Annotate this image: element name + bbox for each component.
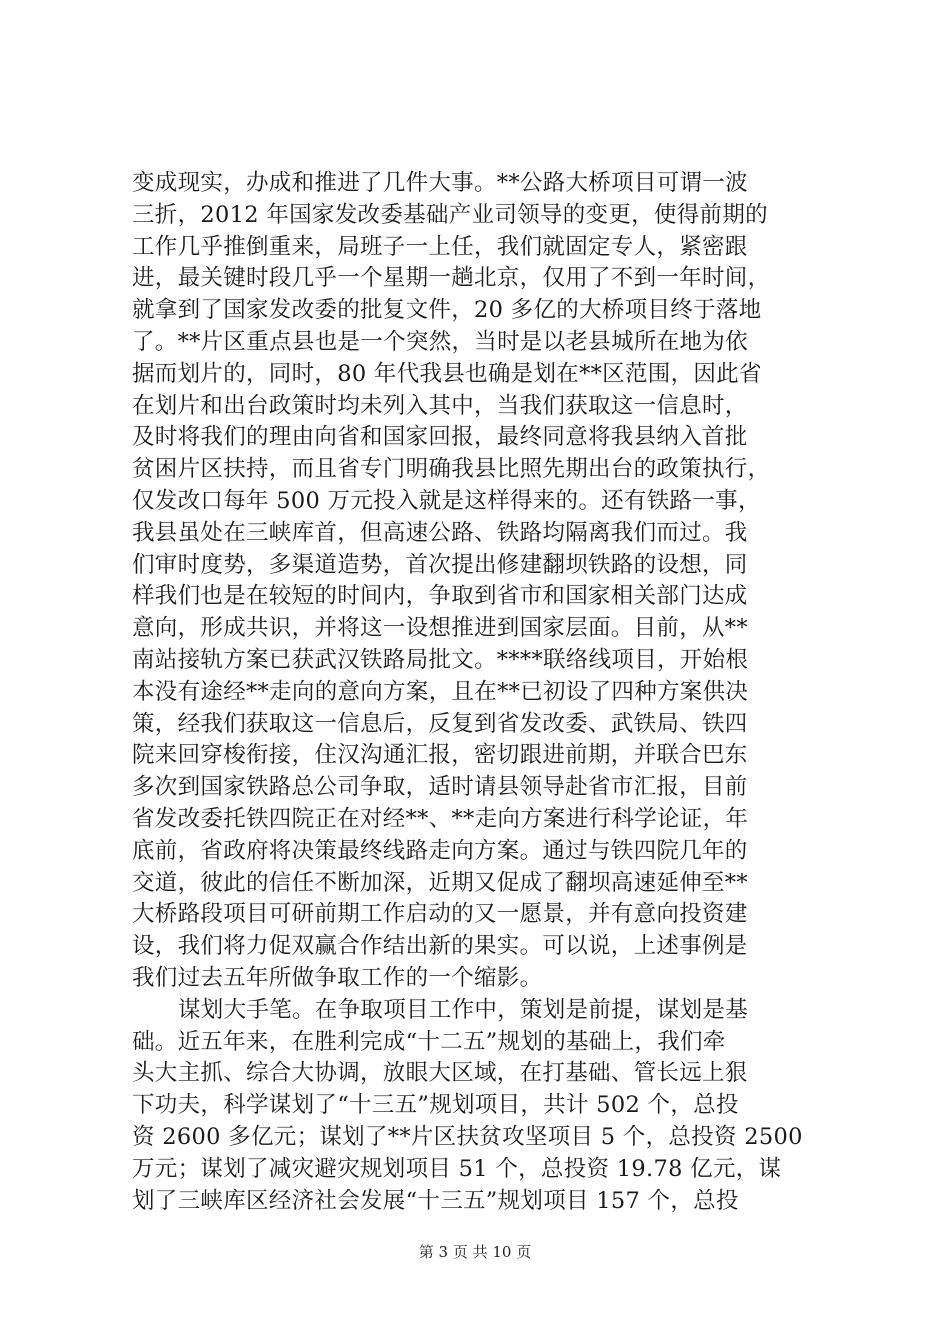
text-line: 设，我们将力促双赢合作结出新的果实。可以说，上述事例是 <box>132 933 748 960</box>
page-footer: 第 3 页 共 10 页 <box>418 1243 532 1261</box>
text-line: 资 2600 多亿元；谋划了**片区扶贫攻坚项目 5 个，总投资 2500 <box>132 1123 803 1150</box>
text-line: 万元；谋划了减灾避灾规划项目 51 个，总投资 19.78 亿元，谋 <box>132 1155 782 1182</box>
text-line: 头大主抓、综合大协调，放眼大区域，在打基础、管长远上狠 <box>132 1060 748 1087</box>
text-line: 据而划片的，同时，80 年代我县也确是划在**区范围，因此省 <box>132 360 762 387</box>
text-line: 本没有途经**走向的意向方案，且在**已初设了四种方案供决 <box>132 678 749 705</box>
text-line: 贫困片区扶持，而且省专门明确我县比照先期出台的政策执行， <box>132 456 771 483</box>
text-line: 省发改委托铁四院正在对经**、**走向方案进行科学论证，年 <box>132 805 749 832</box>
text-line: 南站接轨方案已获武汉铁路局批文。****联络线项目，开始根 <box>132 646 749 673</box>
text-line: 策，经我们获取这一信息后，反复到省发改委、武铁局、铁四 <box>132 710 748 737</box>
text-line: 了。**片区重点县也是一个突然，当时是以老县城所在地为依 <box>132 328 748 355</box>
text-line: 划了三峡库区经济社会发展“十三五”规划项目 157 个，总投 <box>132 1187 739 1214</box>
document-body <box>132 168 832 1217</box>
text-line: 及时将我们的理由向省和国家回报，最终同意将我县纳入首批 <box>132 424 748 451</box>
text-line: 谋划大手笔。在争取项目工作中，策划是前提，谋划是基 <box>178 996 749 1023</box>
text-line: 们审时度势，多渠道造势，首次提出修建翻坝铁路的设想，同 <box>132 551 748 578</box>
text-line: 底前，省政府将决策最终线路走向方案。通过与铁四院几年的 <box>132 837 748 864</box>
text-line: 院来回穿梭衔接，住汉沟通汇报，密切跟进前期，并联合巴东 <box>132 742 748 769</box>
text-line: 仅发改口每年 500 万元投入就是这样得来的。还有铁路一事， <box>132 487 761 514</box>
paragraph <box>132 995 832 1218</box>
text-line: 多次到国家铁路总公司争取，适时请县领导赴省市汇报，目前 <box>132 774 748 801</box>
text-line: 交道，彼此的信任不断加深，近期又促成了翻坝高速延伸至** <box>132 869 748 896</box>
text-line: 工作几乎推倒重来，局班子一上任，我们就固定专人，紧密跟 <box>132 233 748 260</box>
text-line: 三折，2012 年国家发改委基础产业司领导的变更，使得前期的 <box>132 201 768 228</box>
text-line: 我县虽处在三峡库首，但高速公路、铁路均隔离我们而过。我 <box>132 519 748 546</box>
text-line: 大桥路段项目可研前期工作启动的又一愿景，并有意向投资建 <box>132 901 748 928</box>
paragraph <box>132 168 832 995</box>
text-line: 我们过去五年所做争取工作的一个缩影。 <box>132 964 543 991</box>
text-line: 就拿到了国家发改委的批复文件，20 多亿的大桥项目终于落地 <box>132 297 762 324</box>
text-line: 在划片和出台政策时均未列入其中，当我们获取这一信息时， <box>132 392 748 419</box>
text-line: 意向，形成共识，并将这一设想推进到国家层面。目前，从** <box>132 615 748 642</box>
text-line: 样我们也是在较短的时间内，争取到省市和国家相关部门达成 <box>132 583 748 610</box>
text-line: 进，最关键时段几乎一个星期一趟北京，仅用了不到一年时间， <box>132 265 771 292</box>
text-line: 下功夫，科学谋划了“十三五”规划项目，共计 502 个，总投 <box>132 1092 739 1119</box>
text-line: 础。近五年来，在胜利完成“十二五”规划的基础上，我们牵 <box>132 1028 726 1055</box>
text-line: 变成现实，办成和推进了几件大事。**公路大桥项目可谓一波 <box>132 170 748 196</box>
